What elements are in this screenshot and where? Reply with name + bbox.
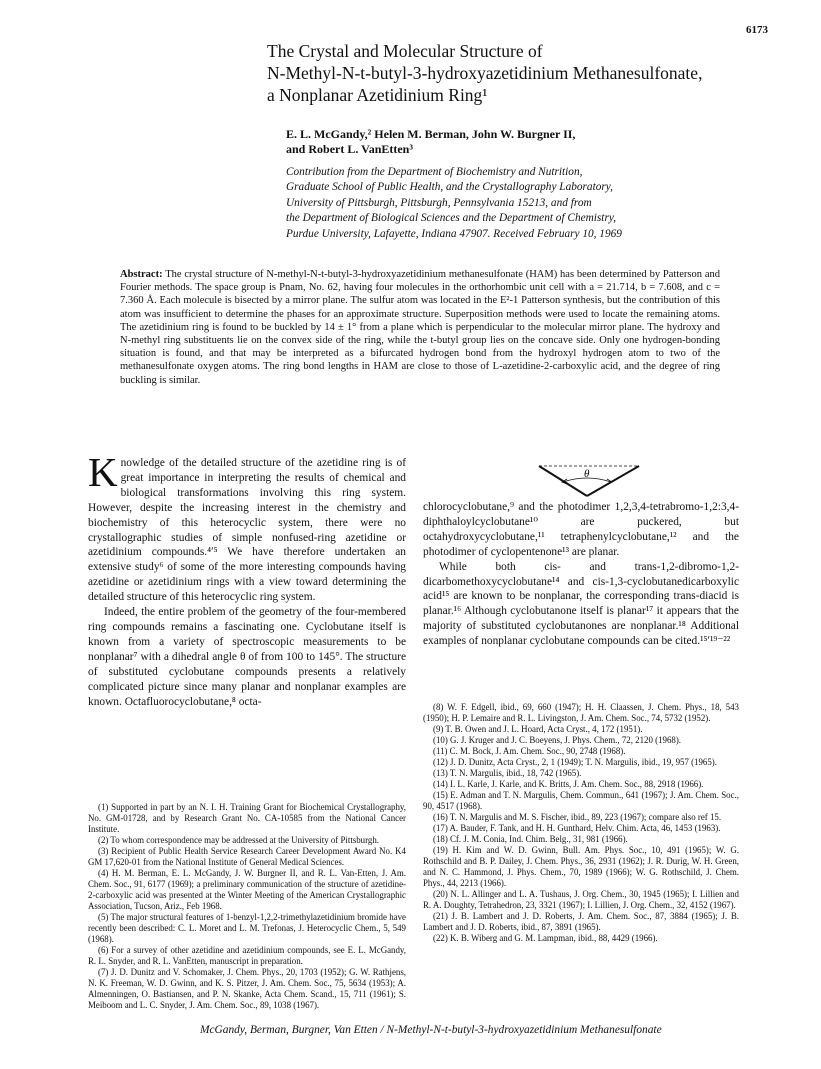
footnote: (2) To whom correspondence may be addressed at the University of Pittsburgh.	[98, 835, 380, 845]
affiliation-line: Purdue University, Lafayette, Indiana 47907. Received February 10, 1969	[286, 227, 622, 240]
footnote: (8) W. F. Edgell, ibid., 69, 660 (1947); H. H. Claassen, J. Chem. Phys., 18, 543 (1950); H. P. Lemaire and R. L. Livingston, J. Am. Chem. Soc., 74, 5732 (1952).	[423, 702, 739, 723]
author-list	[286, 127, 575, 157]
body-paragraph: While both cis- and trans-1,2-dibromo-1,2-dicarbomethoxycyclobutane¹⁴ and cis-1,3-cyclobutanedicarboxylic acid¹⁵ are known to be nonplanar, the corresponding trans-diacid is planar.¹⁶ Although cyclobutanone itself is planar¹⁷ it appears that the majority of substituted cyclobutanones are nonplanar.¹⁸ Additional examples of nonplanar cyclobutane compounds can be cited.¹⁵ʹ¹⁹⁻²²	[423, 560, 739, 648]
author-line: and Robert L. VanEtten³	[286, 142, 413, 156]
page-number: 6173	[746, 24, 768, 36]
footnote: (11) C. M. Bock, J. Am. Chem. Soc., 90, 2748 (1968).	[433, 746, 626, 756]
body-paragraph: Indeed, the entire problem of the geometry of the four-membered ring compounds remains a fascinating one. Cyclobutane itself is known from a variety of spectroscopic measurements to be nonplanar⁷ with a dihedral angle θ of from 100 to 145°. The structure of substituted cyclobutane compounds presents a relatively complicated picture since many planar and nonplanar examples are known. Octafluorocyclobutane,⁸ octa-	[88, 606, 406, 708]
footnotes-left	[88, 802, 406, 1011]
body-right-column	[423, 500, 739, 649]
affiliation-line: Graduate School of Public Health, and the Crystallography Laboratory,	[286, 181, 613, 194]
author-line: E. L. McGandy,² Helen M. Berman, John W. Burgner II,	[286, 127, 576, 141]
footnote: (22) K. B. Wiberg and G. M. Lampman, ibid., 88, 4429 (1966).	[433, 933, 658, 943]
footnote: (9) T. B. Owen and J. L. Hoard, Acta Cryst., 4, 172 (1951).	[433, 724, 643, 734]
footnote: (14) I. L. Karle, J. Karle, and K. Britts, J. Am. Chem. Soc., 88, 2918 (1966).	[433, 779, 704, 789]
footnote: (20) N. L. Allinger and L. A. Tushaus, J. Org. Chem., 30, 1945 (1965); I. Lillien and R. A. Doughty, Tetrahedron, 23, 3321 (1967); I. Lillien, J. Org. Chem., 32, 4152 (1967).	[423, 889, 739, 910]
drop-cap: K	[88, 449, 118, 495]
abstract-text: The crystal structure of N-methyl-N-t-butyl-3-hydroxyazetidinium methanesulfonate (HAM) has been determined by Patterson and Fourier methods. The space group is Pnam, No. 62, having four molecules in the orthorhombic unit cell with a = 21.714, b = 7.608, and c = 7.360 Å. Each molecule is bisected by a mirror plane. The sulfur atom was located in the E²-1 Patterson synthesis, but the contribution of this atom was insufficient to determine the phases for an approximate structure. Superposition methods were used to locate the remaining atoms. The azetidinium ring is found to be buckled by 14 ± 1° from a plane which is perpendicular to the molecular mirror plane. The hydroxy and N-methyl ring substituents lie on the convex side of the ring, while the t-butyl group lies on the concave side. Only one hydrogen-bonding situation is found, and that may be interpreted as a bifurcated hydrogen bond from the hydroxyl hydrogen atom to two of the methanesulfonate oxygen atoms. The ring bond lengths in HAM are close to those of L-azetidine-2-carboxylic acid, and the degree of ring buckling is similar.	[120, 269, 721, 386]
affiliation-line: Contribution from the Department of Biochemistry and Nutrition,	[286, 166, 583, 178]
footnote: (6) For a survey of other azetidine and azetidinium compounds, see E. L. McGandy, R. L. Snyder, and R. L. VanEtten, manuscript in preparation.	[88, 945, 406, 966]
footnote: (7) J. D. Dunitz and V. Schomaker, J. Chem. Phys., 20, 1703 (1952); G. W. Rathjens, N. K. Freeman, W. D. Gwinn, and K. S. Pitzer, J. Am. Chem. Soc., 75, 5634 (1953); A. Almenningen, O. Bastiansen, and P. N. Skanke, Acta Chem. Scand., 15, 711 (1961); S. Meiboom and L. C. Snyder, J. Am. Chem. Soc., 89, 1038 (1967).	[88, 967, 406, 1010]
footnote: (13) T. N. Margulis, ibid., 18, 742 (1965).	[433, 768, 582, 778]
footnote: (16) T. N. Margulis and M. S. Fischer, ibid., 89, 223 (1967); compare also ref 15.	[433, 812, 722, 822]
article-title	[267, 40, 767, 106]
footnote: (1) Supported in part by an N. I. H. Training Grant for Biochemical Crystallography, No. GM-01728, and by Research Grant No. CA-10585 from the National Cancer Institute.	[88, 802, 406, 834]
affiliation	[286, 165, 756, 242]
footnote: (4) H. M. Berman, E. L. McGandy, J. W. Burgner II, and R. L. Van-Etten, J. Am. Chem. Soc., 91, 6177 (1969); a preliminary communication of the structure of azetidine-2-carboxylic acid was presented at the Winter Meeting of the American Crystallographic Association, Tucson, Ariz., Feb 1968.	[88, 868, 406, 911]
affiliation-line: University of Pittsburgh, Pittsburgh, Pennsylvania 15213, and from	[286, 196, 592, 209]
title-line: a Nonplanar Azetidinium Ring¹	[267, 85, 488, 105]
footnote: (18) Cf. J. M. Conia, Ind. Chim. Belg., 31, 981 (1966).	[433, 834, 628, 844]
footnote: (17) A. Bauder, F. Tank, and H. H. Gunthard, Helv. Chim. Acta, 46, 1453 (1963).	[433, 823, 721, 833]
footnote: (3) Recipient of Public Health Service Research Career Development Award No. K4 GM 17,620-01 from the National Institute of General Medical Sciences.	[88, 846, 406, 867]
title-line: N-Methyl-N-t-butyl-3-hydroxyazetidinium Methanesulfonate,	[267, 63, 703, 83]
title-line: The Crystal and Molecular Structure of	[267, 41, 543, 61]
running-footer: McGandy, Berman, Burgner, Van Etten / N-Methyl-N-t-butyl-3-hydroxyazetidinium Methanesulfonate	[200, 1024, 662, 1036]
body-paragraph: chlorocyclobutane,⁹ and the photodimer 1,2,3,4-tetrabromo-1,2:3,4-diphthaloylcyclobutane¹⁰ are puckered, but octahydroxycyclobutane,¹¹ tetraphenylcyclobutane,¹² and the photodimer of cyclopentenone¹³ are planar.	[423, 501, 739, 558]
footnote: (21) J. B. Lambert and J. D. Roberts, J. Am. Chem. Soc., 87, 3884 (1965); J. B. Lambert and J. D. Roberts, ibid., 87, 3891 (1965).	[423, 911, 739, 932]
footnote: (19) H. Kim and W. D. Gwinn, Bull. Am. Phys. Soc., 10, 491 (1965); W. G. Rothschild and B. P. Dailey, J. Chem. Phys., 36, 2931 (1962); J. R. Durig, W. H. Green, and N. C. Hammond, J. Phys. Chem., 70, 1989 (1966); W. G. Rothschild, J. Chem. Phys., 44, 2213 (1966).	[423, 845, 739, 888]
theta-label: θ	[584, 468, 590, 480]
footnotes-right	[423, 702, 739, 944]
abstract	[120, 268, 720, 387]
footnote: (10) G. J. Kruger and J. C. Boeyens, J. Phys. Chem., 72, 2120 (1968).	[433, 735, 681, 745]
footnote: (12) J. D. Dunitz, Acta Cryst., 2, 1 (1949); T. N. Margulis, ibid., 19, 957 (1965).	[433, 757, 717, 767]
body-paragraph: nowledge of the detailed structure of the azetidine ring is of great importance in interpreting the results of chemical and biological transformations involving this ring system. However, despite the increasing interest in the chemistry and biochemistry of this heterocyclic system, there were no crystallographic studies of simple nonfused-ring azetidine or azetidinium compounds.⁴ʹ⁵ We have therefore undertaken an extensive study⁶ of some of the more interesting compounds having azetidine or azetidinium rings with a view toward determining the detailed structure of this heterocyclic ring system.	[88, 457, 406, 604]
body-left-column	[88, 449, 406, 709]
abstract-label: Abstract:	[120, 269, 163, 280]
footnote: (5) The major structural features of 1-benzyl-1,2,2-trimethylazetidinium bromide have recently been described: C. L. Moret and L. M. Trefonas, J. Heterocyclic Chem., 5, 549 (1968).	[88, 912, 406, 944]
footnote: (15) E. Adman and T. N. Margulis, Chem. Commun., 641 (1967); J. Am. Chem. Soc., 90, 4517 (1968).	[423, 790, 739, 811]
affiliation-line: the Department of Biological Sciences and the Department of Chemistry,	[286, 212, 617, 225]
